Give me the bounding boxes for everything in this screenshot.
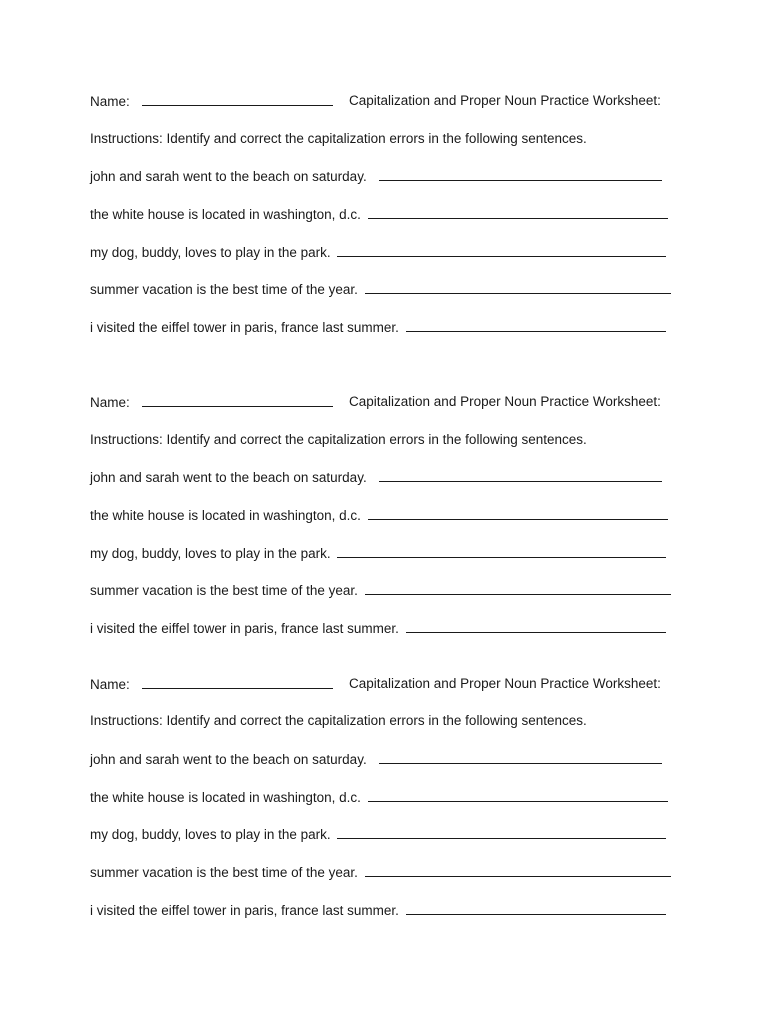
instructions: Instructions: Identify and correct the capitalization errors in the following sentences. [90,131,587,146]
sentence-text: i visited the eiffel tower in paris, france last summer. [90,320,399,335]
answer-blank[interactable] [368,206,668,219]
name-row [90,676,333,693]
answer-blank[interactable] [368,507,668,520]
name-answer-blank[interactable] [142,676,333,689]
sentence-row [90,789,668,806]
answer-blank[interactable] [337,545,666,558]
sentence-text: i visited the eiffel tower in paris, france last summer. [90,903,399,918]
answer-blank[interactable] [368,789,668,802]
name-label: Name: [90,677,130,692]
name-label: Name: [90,94,130,109]
instructions: Instructions: Identify and correct the capitalization errors in the following sentences. [90,432,587,447]
sentence-text: my dog, buddy, loves to play in the park. [90,546,331,561]
sentence-row [90,244,666,261]
worksheet-title: Capitalization and Proper Noun Practice Worksheet: [349,394,661,409]
sentence-text: john and sarah went to the beach on saturday. [90,169,367,184]
answer-blank[interactable] [379,168,662,181]
sentence-text: the white house is located in washington, d.c. [90,790,361,805]
answer-blank[interactable] [365,582,671,595]
sentence-row [90,751,662,768]
sentence-row [90,469,662,486]
sentence-row [90,168,662,185]
instructions: Instructions: Identify and correct the capitalization errors in the following sentences. [90,713,587,728]
answer-blank[interactable] [365,864,671,877]
sentence-text: summer vacation is the best time of the year. [90,583,358,598]
sentence-text: summer vacation is the best time of the year. [90,865,358,880]
sentence-text: summer vacation is the best time of the year. [90,282,358,297]
answer-blank[interactable] [337,826,666,839]
answer-blank[interactable] [406,319,666,332]
name-label: Name: [90,395,130,410]
sentence-row [90,826,666,843]
worksheet-title: Capitalization and Proper Noun Practice Worksheet: [349,676,661,691]
name-answer-blank[interactable] [142,394,333,407]
sentence-row [90,902,666,919]
answer-blank[interactable] [379,469,662,482]
sentence-text: my dog, buddy, loves to play in the park. [90,827,331,842]
name-row [90,93,333,110]
answer-blank[interactable] [406,902,666,915]
sentence-text: the white house is located in washington, d.c. [90,508,361,523]
sentence-row [90,582,671,599]
sentence-text: my dog, buddy, loves to play in the park. [90,245,331,260]
sentence-row [90,281,671,298]
answer-blank[interactable] [337,244,666,257]
sentence-row [90,319,666,336]
sentence-row [90,206,668,223]
sentence-text: john and sarah went to the beach on saturday. [90,470,367,485]
answer-blank[interactable] [379,751,662,764]
sentence-row [90,507,668,524]
name-row [90,394,333,411]
sentence-row [90,545,666,562]
sentence-row [90,620,666,637]
sentence-text: john and sarah went to the beach on saturday. [90,752,367,767]
sentence-row [90,864,671,881]
sentence-text: i visited the eiffel tower in paris, france last summer. [90,621,399,636]
name-answer-blank[interactable] [142,93,333,106]
sentence-text: the white house is located in washington, d.c. [90,207,361,222]
worksheet-title: Capitalization and Proper Noun Practice Worksheet: [349,93,661,108]
answer-blank[interactable] [365,281,671,294]
answer-blank[interactable] [406,620,666,633]
